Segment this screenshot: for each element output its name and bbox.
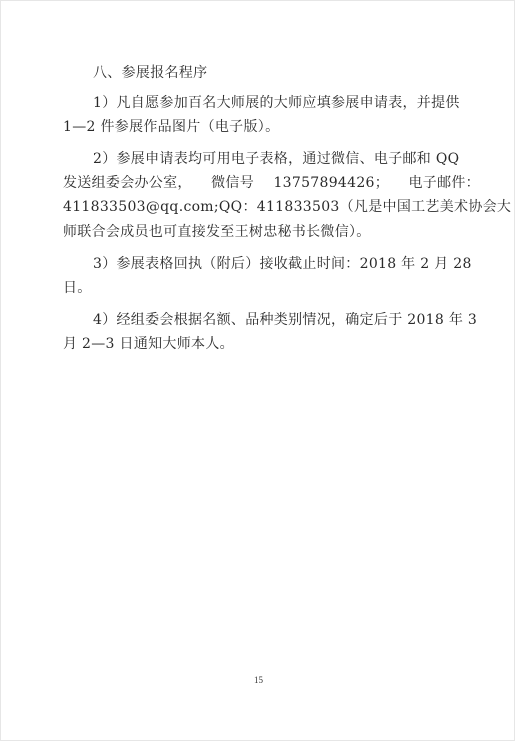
item-3-line-1: 3）参展表格回执（附后）接收截止时间：2018 年 2 月 28 <box>93 256 472 272</box>
item-1-line-2: 1—2 件参展作品图片（电子版）。 <box>63 119 280 135</box>
item-1-line-1: 1）凡自愿参加百名大师展的大师应填参展申请表，并提供 <box>93 95 460 111</box>
item-2-line-4: 师联合会成员也可直接发至王树忠秘书长微信）。 <box>63 224 371 240</box>
item-3-line-2: 日。 <box>63 280 92 296</box>
item-2-line-2-part-3: 13757894426； <box>273 175 390 191</box>
page-number: 15 <box>254 675 263 685</box>
item-2-line-2-part-2: 微信号 <box>211 175 255 191</box>
item-2-line-2-part-4: 电子邮件： <box>408 175 480 191</box>
item-2-line-2 <box>63 173 480 193</box>
item-2-line-1: 2）参展申请表均可用电子表格，通过微信、电子邮和 QQ <box>93 151 460 167</box>
item-2-line-3: 411833503@qq.com;QQ：411833503（凡是中国工艺美术协会大 <box>63 199 512 215</box>
section-heading: 八、参展报名程序 <box>93 65 208 81</box>
item-2-line-2-part-1: 发送组委会办公室， <box>63 175 192 191</box>
item-4-line-2: 月 2—3 日通知大师本人。 <box>63 336 234 352</box>
item-4-line-1: 4）经组委会根据名额、品种类别情况，确定后于 2018 年 3 <box>93 312 478 328</box>
